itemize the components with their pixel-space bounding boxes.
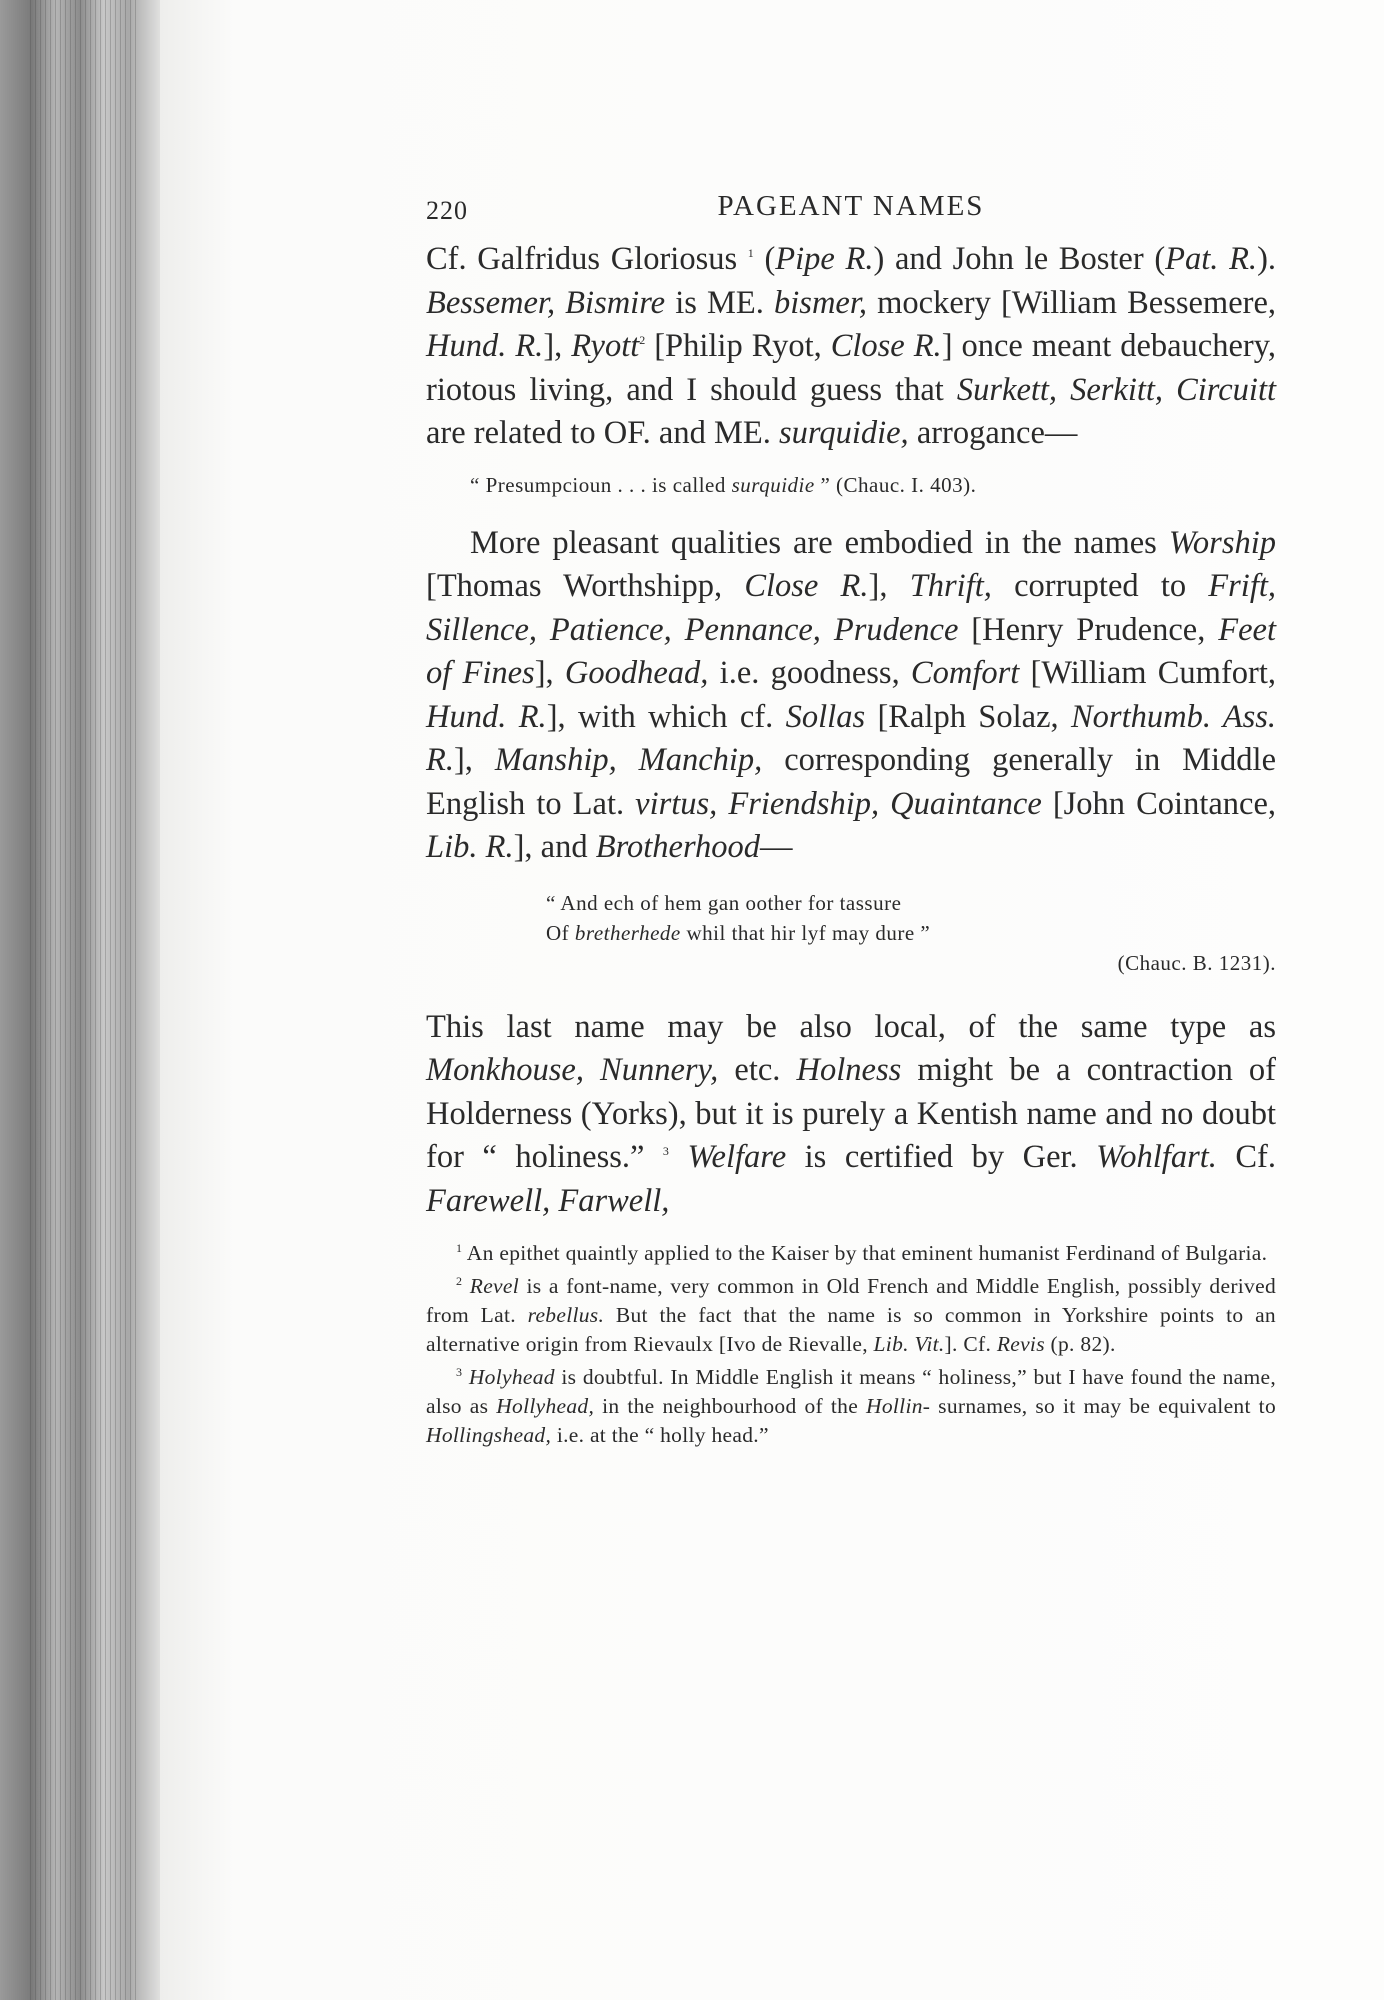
text-run: ]. Cf.	[944, 1332, 997, 1356]
italic-text: Lib. Vit.	[873, 1332, 945, 1356]
text-run: “ And ech of hem gan oother for tassure	[546, 890, 902, 915]
italic-text: rebellus.	[527, 1303, 605, 1327]
text-run: are related to OF. and ME.	[426, 415, 779, 451]
page-header	[426, 190, 1276, 238]
footnotes	[426, 1239, 1276, 1450]
text-run: [John Cointance,	[1041, 785, 1276, 822]
footnote-marker: 3	[662, 1144, 669, 1159]
text-run: corresponding generally in Middle English to Lat.	[426, 742, 1276, 822]
text-run: ” (Chauc. I. 403).	[814, 472, 977, 497]
text-run	[669, 1139, 688, 1175]
italic-text: Wohlfart.	[1096, 1139, 1217, 1175]
italic-text: Frift, Sillence, Patience, Pennance, Prudence	[426, 568, 1277, 648]
italic-text: Feet of Fines	[426, 611, 1276, 691]
text-run	[462, 1274, 469, 1298]
italic-text: Worship	[1168, 524, 1276, 561]
text-run: is certified by Ger.	[786, 1139, 1097, 1175]
book-page-edges	[0, 0, 160, 2000]
italic-text: Hollin-	[866, 1394, 931, 1418]
text-run: might be a contraction of Holderness (Yorks), but it is purely a Kentish name and no doubt for “ holiness.”	[426, 1052, 1276, 1175]
text-run: ],	[543, 328, 572, 364]
text-run: (	[753, 241, 776, 277]
italic-text: Sollas	[785, 698, 866, 735]
text-run: ],	[534, 655, 565, 691]
footnote-2	[426, 1272, 1276, 1359]
text-run: More pleasant qualities are embodied in the names	[470, 524, 1169, 561]
italic-text: Hollingshead,	[426, 1423, 552, 1447]
italic-text: Pipe R.	[775, 241, 874, 277]
italic-text: Hund. R.	[426, 328, 544, 364]
text-run: [Thomas Worthshipp,	[426, 568, 745, 604]
text-run: is a font-name, very common in Old French and Middle English, possibly derived from Lat.	[426, 1274, 1276, 1327]
italic-text: Goodhead,	[564, 655, 709, 691]
text-run: surnames, so it may be equivalent to	[930, 1394, 1276, 1418]
italic-text: Holness	[796, 1052, 902, 1088]
text-run: whil that hir lyf may dure ”	[680, 920, 931, 945]
verse-citation: (Chauc. B. 1231).	[1117, 950, 1276, 975]
italic-text: Ryott	[571, 328, 640, 364]
footnote-1	[426, 1239, 1276, 1268]
text-run: ).	[1257, 241, 1277, 277]
verse-line-2	[546, 918, 1276, 948]
verse-line-1	[546, 888, 1276, 918]
italic-text: bretherhede	[574, 920, 681, 945]
footnote-marker: 2	[456, 1273, 463, 1288]
text-run: is doubtful. In Middle English it means “ holiness,” but I have found the name, also as	[426, 1365, 1276, 1418]
italic-text: Holyhead	[468, 1365, 555, 1389]
text-run: ] once meant debauchery, riotous living, and I should guess that	[426, 328, 1276, 408]
italic-text: bismer,	[774, 284, 868, 321]
italic-text: Close R.	[744, 568, 869, 604]
text-run: Cf. Galfridus Gloriosus	[426, 241, 748, 277]
footnote-marker: 1	[747, 246, 754, 261]
quotation-chaucer-1	[470, 470, 1276, 500]
text-run: —	[760, 829, 793, 865]
text-run: i.e. at the “ holly head.”	[551, 1423, 769, 1447]
running-title: PAGEANT NAMES	[717, 190, 985, 222]
italic-text: Revis	[996, 1332, 1045, 1356]
page-content	[426, 190, 1276, 1454]
text-run: ], with which cf.	[546, 698, 786, 735]
italic-text: Surkett, Serkitt, Circuitt	[956, 371, 1276, 408]
text-run: etc.	[718, 1052, 797, 1088]
italic-text: surquidie,	[778, 415, 909, 451]
italic-text: Pat. R.	[1165, 241, 1258, 277]
italic-text: Thrift,	[909, 568, 992, 604]
italic-text: Manship, Manchip,	[494, 742, 763, 778]
italic-text: virtus, Friendship, Quaintance	[635, 785, 1042, 822]
text-run: Cf.	[1216, 1139, 1277, 1175]
text-run: This last name may be also local, of the same type as	[426, 1008, 1276, 1045]
italic-text: Welfare	[687, 1139, 787, 1175]
text-run: is ME.	[665, 284, 775, 321]
text-run: “ Presumpcioun . . . is called	[470, 472, 732, 497]
italic-text: surquidie	[731, 472, 815, 497]
text-run: [Ralph Solaz,	[865, 698, 1071, 735]
footnote-marker: 2	[639, 333, 646, 348]
italic-text: Farewell, Farwell,	[426, 1182, 670, 1219]
paragraph-1	[426, 238, 1276, 456]
text-run: ],	[453, 742, 495, 778]
text-run: in the neighbourhood of the	[594, 1394, 867, 1418]
italic-text: Brotherhood	[595, 829, 761, 865]
italic-text: Lib. R.	[426, 829, 514, 865]
text-run: arrogance—	[908, 415, 1078, 451]
footnote-marker: 3	[456, 1364, 463, 1379]
text-run: ],	[868, 568, 910, 604]
text-run: ) and John le Boster (	[873, 241, 1166, 277]
text-run: [Henry Prudence,	[958, 611, 1219, 648]
text-run: (p. 82).	[1044, 1332, 1116, 1356]
text-run: But the fact that the name is so common in Yorkshire points to an alternative origin from Rievaulx [Ivo de Rievalle,	[426, 1303, 1276, 1356]
text-run: mockery [William Bessemere,	[867, 284, 1276, 321]
italic-text: Bessemer, Bismire	[426, 284, 666, 321]
text-run: ], and	[513, 829, 596, 865]
text-run: Of	[546, 920, 575, 945]
text-run: [Philip Ryot,	[645, 328, 831, 364]
italic-text: Hund. R.	[426, 698, 547, 735]
verse-quotation	[546, 888, 1276, 978]
text-run: An epithet quaintly applied to the Kaiser by that eminent humanist Ferdinand of Bulgaria.	[462, 1241, 1268, 1265]
text-run: [William Cumfort,	[1019, 655, 1277, 691]
text-run: i.e. goodness,	[708, 655, 911, 691]
paragraph-2	[426, 522, 1276, 870]
page-number: 220	[426, 196, 468, 225]
footnote-marker: 1	[456, 1240, 463, 1255]
paragraph-3	[426, 1006, 1276, 1224]
italic-text: Northumb. Ass. R.	[426, 698, 1276, 778]
italic-text: Comfort	[910, 655, 1020, 691]
italic-text: Hollyhead,	[496, 1394, 595, 1418]
text-run: corrupted to	[991, 568, 1209, 604]
italic-text: Revel	[469, 1274, 520, 1298]
italic-text: Monkhouse, Nunnery,	[426, 1052, 719, 1088]
footnote-3	[426, 1363, 1276, 1450]
italic-text: Close R.	[830, 328, 942, 364]
